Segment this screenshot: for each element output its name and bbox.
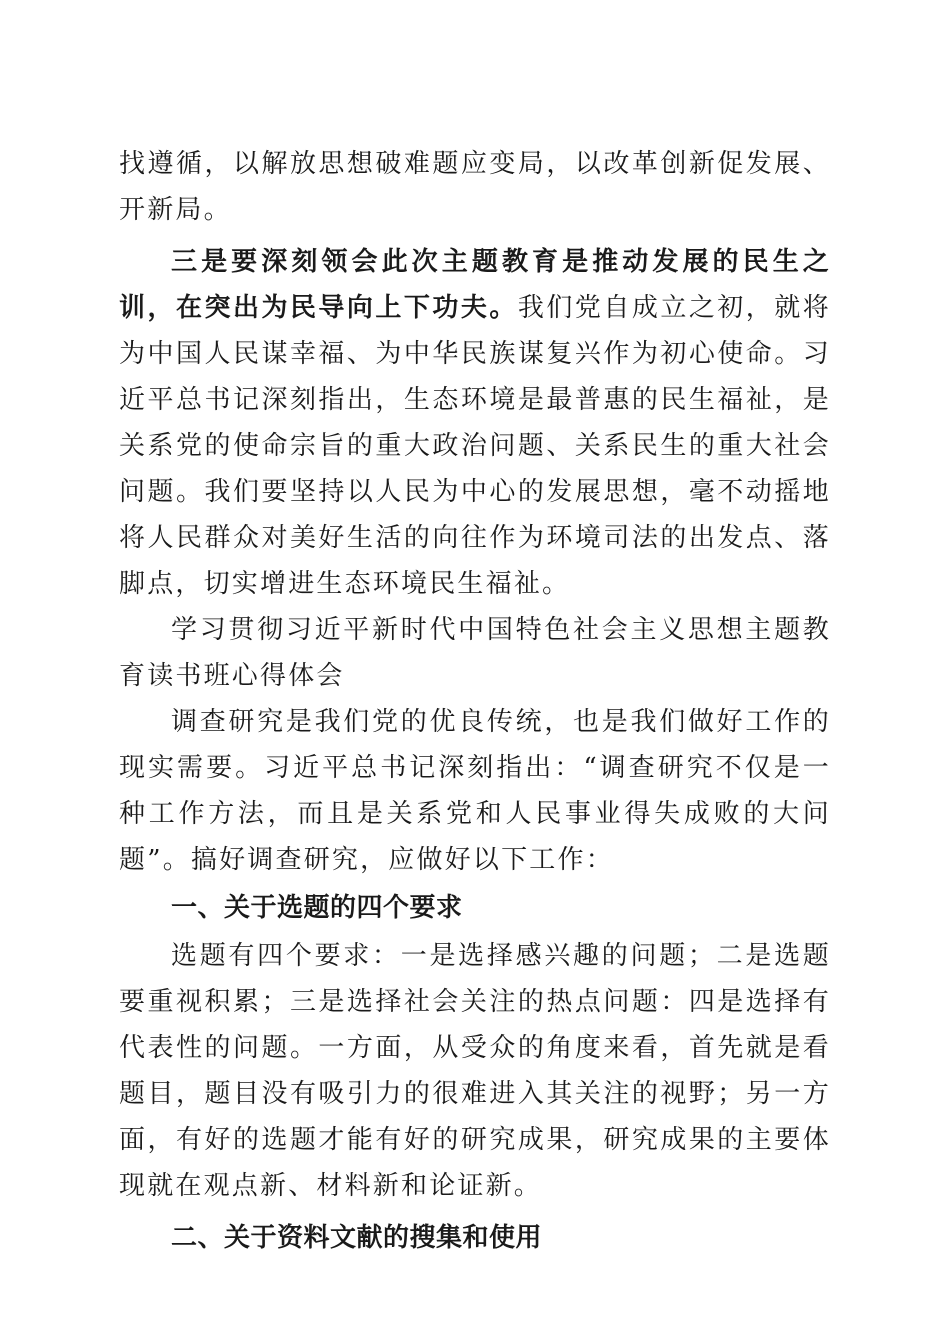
paragraph-third-point: [119, 239, 831, 607]
paragraph-body-text: 我们党自成立之初，就将为中国人民谋幸福、为中华民族谋复兴作为初心使命。习近平总书记深刻指出，生态环境是最普惠的民生福祉，是关系党的使命宗旨的重大政治问题、关系民生的重大社会问题。我们要坚持以人民为中心的发展思想，毫不动摇地将人民群众对美好生活的向往作为环境司法的出发点、落脚点，切实增进生态环境民生福祉。: [119, 293, 831, 599]
paragraph-topic-requirements: 选题有四个要求：一是选择感兴趣的问题；二是选题要重视积累；三是选择社会关注的热点问题：四是选择有代表性的问题。一方面，从受众的角度来看，首先就是看题目，题目没有吸引力的很难进入其关注的视野；另一方面，有好的选题才能有好的研究成果，研究成果的主要体现就在观点新、材料新和论证新。: [119, 941, 831, 1201]
paragraph-intro: 调查研究是我们党的优良传统，也是我们做好工作的现实需要。习近平总书记深刻指出：“调查研究不仅是一种工作方法，而且是关系党和人民事业得失成败的大问题”。搞好调查研究，应做好以下工作：: [119, 707, 831, 875]
paragraph-lead-sentence: 三是要深刻领会此次主题教育是推动发展的民生之训，在突出为民导向上下功夫。: [119, 247, 831, 323]
section-heading-2: 二、关于资料文献的搜集和使用: [171, 1223, 543, 1253]
document-body: [119, 141, 831, 1263]
section-heading-1: 一、关于选题的四个要求: [171, 893, 463, 923]
paragraph-continuation: 找遵循，以解放思想破难题应变局，以改革创新促发展、开新局。: [119, 149, 831, 225]
article-title-line: 学习贯彻习近平新时代中国特色社会主义思想主题教育读书班心得体会: [119, 615, 831, 691]
